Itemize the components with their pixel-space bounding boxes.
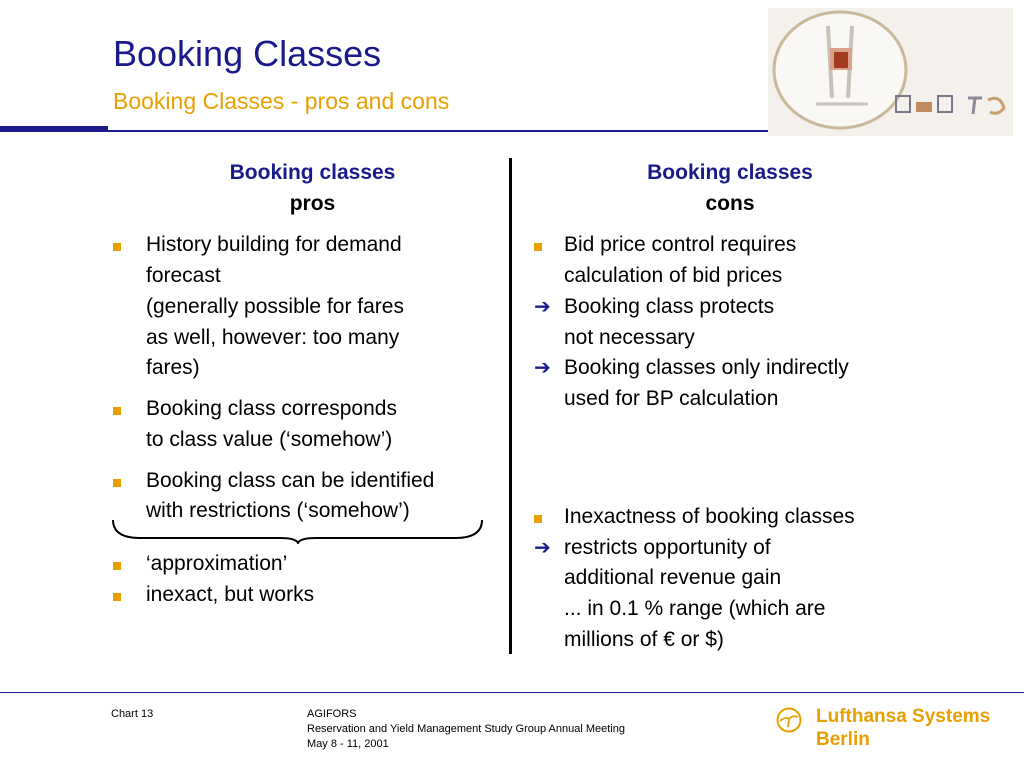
pros-line: fares)	[146, 356, 200, 379]
footer-rule	[0, 692, 1024, 693]
page-title: Booking Classes	[113, 33, 382, 74]
footer-event: Reservation and Yield Management Study Group Annual Meeting	[307, 723, 625, 735]
cons-line: not necessary	[564, 326, 695, 349]
cons-line: Inexactness of booking classes	[564, 505, 855, 528]
header-rule-accent	[0, 126, 108, 132]
cons-line: millions of € or $)	[564, 628, 724, 651]
cons-line: ... in 0.1 % range (which are	[564, 597, 826, 620]
pros-line: with restrictions (‘somehow’)	[146, 499, 410, 522]
pros-line: (generally possible for fares	[146, 295, 404, 318]
cons-line: Booking class protects	[564, 295, 775, 318]
curly-brace-icon	[110, 518, 485, 544]
cons-line: additional revenue gain	[564, 566, 782, 589]
cons-heading	[560, 157, 900, 219]
pros-heading-sub: pros	[289, 192, 336, 215]
footer-date: May 8 - 11, 2001	[307, 738, 389, 750]
cons-line: used for BP calculation	[564, 387, 779, 410]
footer-org: AGIFORS	[307, 708, 357, 720]
bullet-square-icon	[113, 593, 121, 601]
brand-logo	[776, 705, 1016, 753]
cons-line: Bid price control requires	[564, 233, 797, 256]
cons-line: calculation of bid prices	[564, 264, 783, 287]
cons-line: restricts opportunity of	[564, 536, 771, 559]
pros-line: ‘approximation’	[146, 552, 288, 575]
pros-line: History building for demand	[146, 233, 402, 256]
chart-number: Chart 13	[111, 708, 154, 720]
bullet-square-icon	[113, 562, 121, 570]
brand-name	[816, 705, 990, 751]
footer-event-info	[307, 707, 625, 752]
pros-line: Booking class can be identified	[146, 469, 435, 492]
bullet-square-icon	[113, 243, 121, 251]
right-arrow-icon: ➔	[534, 296, 551, 318]
cons-heading-sub: cons	[705, 192, 755, 215]
pros-line: as well, however: too many	[146, 326, 400, 349]
bullet-square-icon	[534, 515, 542, 523]
crane-emblem-icon	[776, 707, 802, 733]
pros-line: to class value (‘somehow’)	[146, 428, 393, 451]
bullet-square-icon	[113, 407, 121, 415]
cons-line: Booking classes only indirectly	[564, 356, 849, 379]
pros-line: inexact, but works	[146, 583, 315, 606]
brand-line1: Lufthansa Systems	[816, 706, 991, 727]
brand-line2: Berlin	[816, 729, 870, 750]
right-arrow-icon: ➔	[534, 357, 551, 379]
page-subtitle: Booking Classes - pros and cons	[113, 88, 450, 114]
logo-image	[768, 8, 1013, 136]
column-divider	[509, 158, 512, 654]
pros-line: forecast	[146, 264, 221, 287]
right-arrow-icon: ➔	[534, 537, 551, 559]
pros-heading	[150, 157, 475, 219]
bullet-square-icon	[534, 243, 542, 251]
bullet-square-icon	[113, 479, 121, 487]
pros-line: Booking class corresponds	[146, 397, 397, 420]
cons-heading-title: Booking classes	[647, 161, 813, 184]
pros-heading-title: Booking classes	[229, 161, 396, 184]
